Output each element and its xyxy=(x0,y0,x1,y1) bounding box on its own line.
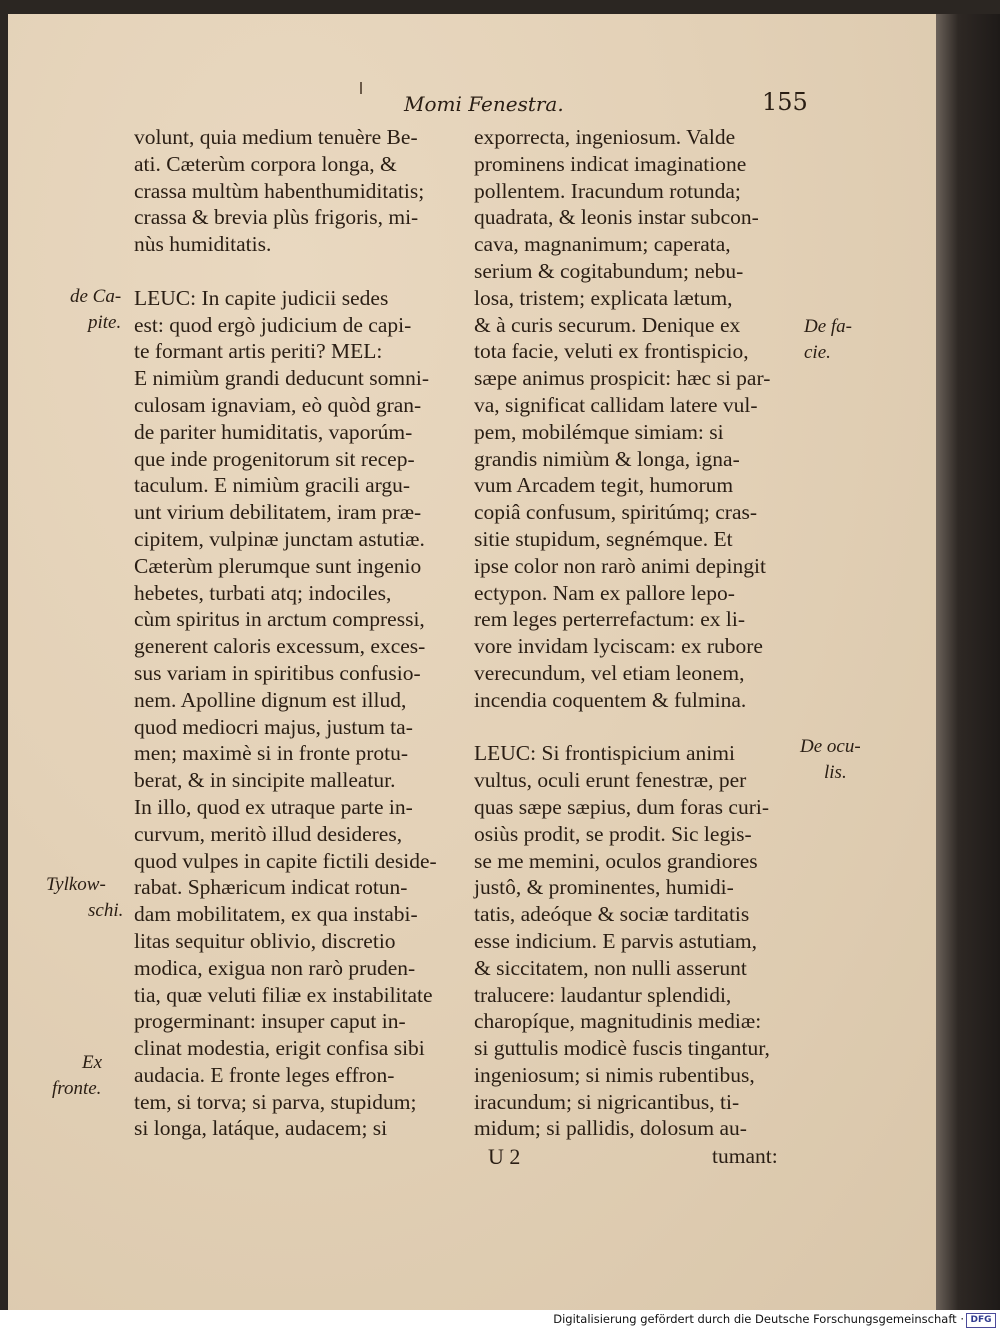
text-line: ectypon. Nam ex pallore lepo- xyxy=(474,580,735,605)
text-line: taculum. E nimiùm gracili argu- xyxy=(134,473,411,498)
text-line: quadrata, & leonis instar subcon- xyxy=(474,205,759,230)
text-line: incendia coquentem & fulmina. xyxy=(474,687,747,712)
text-line: tia, quæ veluti filiæ ex instabilitate xyxy=(134,982,433,1007)
text-line: losa, tristem; explicata lætum, xyxy=(474,285,733,310)
page-number: 155 xyxy=(762,88,808,116)
text-line: cava, magnanimum; caperata, xyxy=(474,232,731,257)
text-line: & siccitatem, non nulli asserunt xyxy=(474,955,747,980)
text-line: LEUC: In capite judicii sedes xyxy=(134,285,389,310)
text-line: progerminant: insuper caput in- xyxy=(134,1009,406,1034)
text-line: LEUC: Si frontispicium animi xyxy=(474,741,735,766)
text-line: sus variam in spiritibus confusio- xyxy=(134,660,421,685)
text-line: que inde progenitorum sit recep- xyxy=(134,446,415,471)
digitization-credit: Digitalisierung gefördert durch die Deutsche Forschungsgemeinschaft · xyxy=(553,1312,964,1326)
text-line: litas sequitur oblivio, discretio xyxy=(134,928,396,953)
text-line: quod vulpes in capite fictili deside- xyxy=(134,848,437,873)
text-line: verecundum, vel etiam leonem, xyxy=(474,660,745,685)
catchword: tumant: xyxy=(712,1144,778,1168)
margin-de-capite-1: de Ca- xyxy=(70,286,122,307)
text-line: crassa & brevia plùs frigoris, mi- xyxy=(134,205,419,230)
text-line: prominens indicat imaginatione xyxy=(474,151,747,176)
text-line: nem. Apolline dignum est illud, xyxy=(134,687,407,712)
text-line: sitie stupidum, segnémque. Et xyxy=(474,526,733,551)
text-line: iracundum; si nigricantibus, ti- xyxy=(474,1089,740,1114)
margin-de-facie-2: cie. xyxy=(804,342,831,363)
text-line: tem, si torva; si parva, stupidum; xyxy=(134,1089,417,1114)
text-line: unt virium debilitatem, iram præ- xyxy=(134,500,422,525)
text-line: quas sæpe sæpius, dum foras curi- xyxy=(474,794,769,819)
text-line: In illo, quod ex utraque parte in- xyxy=(134,794,413,819)
text-line: grandis nimiùm & longa, igna- xyxy=(474,446,740,471)
running-title: Momi Fenestra. xyxy=(404,92,564,116)
text-line: se me memini, oculos grandiores xyxy=(474,848,758,873)
right-text-column xyxy=(474,124,800,1142)
margin-ex-fronte-1: Ex xyxy=(82,1052,103,1073)
text-line: cipitem, vulpinæ junctam astutiæ. xyxy=(134,526,425,551)
text-line: te formant artis periti? MEL: xyxy=(134,339,383,364)
text-line: sæpe animus prospicit: hæc si par- xyxy=(474,366,771,391)
text-line: midum; si pallidis, dolosum au- xyxy=(474,1116,747,1141)
margin-de-oculis-2: lis. xyxy=(824,762,847,783)
text-line: & à curis securum. Denique ex xyxy=(474,312,741,337)
text-line: dam mobilitatem, ex qua instabi- xyxy=(134,902,418,927)
text-line: exporrecta, ingeniosum. Valde xyxy=(474,125,736,149)
text-line: pollentem. Iracundum rotunda; xyxy=(474,178,741,203)
text-line: nùs humiditatis. xyxy=(134,232,272,257)
text-line: osiùs prodit, se prodit. Sic legis- xyxy=(474,821,752,846)
text-line: quod mediocri majus, justum ta- xyxy=(134,714,413,739)
paragraph-gap xyxy=(134,258,460,285)
margin-de-facie-1: De fa- xyxy=(804,316,853,337)
page-edge-shadow xyxy=(936,14,1000,1310)
text-line: rem leges perterrefactum: ex li- xyxy=(474,607,745,632)
text-line: charopíque, magnitudinis mediæ: xyxy=(474,1009,762,1034)
text-line: modica, exigua non rarò pruden- xyxy=(134,955,416,980)
text-line: E nimiùm grandi deducunt somni- xyxy=(134,366,429,391)
text-line: pem, mobilémque simiam: si xyxy=(474,419,724,444)
text-line: Cæterùm plerumque sunt ingenio xyxy=(134,553,422,578)
text-line: si longa, latáque, audacem; si xyxy=(134,1116,388,1141)
margin-de-capite-2: pite. xyxy=(88,312,122,333)
text-line: vum Arcadem tegit, humorum xyxy=(474,473,734,498)
text-line: esse indicium. E parvis astutiam, xyxy=(474,928,758,953)
text-line: tralucere: laudantur splendidi, xyxy=(474,982,732,1007)
text-line: audacia. E fronte leges effron- xyxy=(134,1062,395,1087)
text-line: berat, & in sincipite malleatur. xyxy=(134,768,396,793)
text-line: vore invidam lyciscam: ex rubore xyxy=(474,634,763,659)
text-line: serium & cogitabundum; nebu- xyxy=(474,258,744,283)
text-line: cùm spiritus in arctum compressi, xyxy=(134,607,425,632)
text-line: tota facie, veluti ex frontispicio, xyxy=(474,339,749,364)
text-line: tatis, adeóque & sociæ tarditatis xyxy=(474,902,750,927)
text-line: curvum, meritò illud desideres, xyxy=(134,821,403,846)
margin-ex-fronte-2: fronte. xyxy=(52,1078,102,1099)
text-line: volunt, quia medium tenuère Be- xyxy=(134,125,418,149)
text-line: men; maximè si in fronte protu- xyxy=(134,741,409,766)
text-line: hebetes, turbati atq; indociles, xyxy=(134,580,392,605)
paragraph-gap xyxy=(474,714,800,741)
text-line: ati. Cæterùm corpora longa, & xyxy=(134,151,397,176)
margin-de-oculis-1: De ocu- xyxy=(800,736,861,757)
text-line: est: quod ergò judicium de capi- xyxy=(134,312,412,337)
margin-tylkowschi-1: Tylkow- xyxy=(46,874,106,895)
signature-mark: U 2 xyxy=(488,1144,521,1169)
text-line: culosam ignaviam, eò quòd gran- xyxy=(134,392,422,417)
text-line: justô, & prominentes, humidi- xyxy=(474,875,734,900)
dfg-logo: DFG xyxy=(966,1313,996,1328)
text-line: ingeniosum; si nimis rubentibus, xyxy=(474,1062,755,1087)
text-line: clinat modestia, erigit confisa sibi xyxy=(134,1036,425,1061)
text-line: rabat. Sphæricum indicat rotun- xyxy=(134,875,408,900)
text-line: va, significat callidam latere vul- xyxy=(474,392,758,417)
text-line: generent caloris excessum, exces- xyxy=(134,634,426,659)
text-line: crassa multùm habenthumiditatis; xyxy=(134,178,425,203)
text-line: de pariter humiditatis, vaporúm- xyxy=(134,419,413,444)
left-text-column xyxy=(134,124,460,1142)
text-line: copiâ confusum, spiritúmq; cras- xyxy=(474,500,758,525)
margin-tylkowschi-2: schi. xyxy=(88,900,124,921)
text-line: ipse color non rarò animi depingit xyxy=(474,553,766,578)
text-line: vultus, oculi erunt fenestræ, per xyxy=(474,768,747,793)
text-line: si guttulis modicè fuscis tingantur, xyxy=(474,1036,770,1061)
running-head xyxy=(0,88,944,128)
